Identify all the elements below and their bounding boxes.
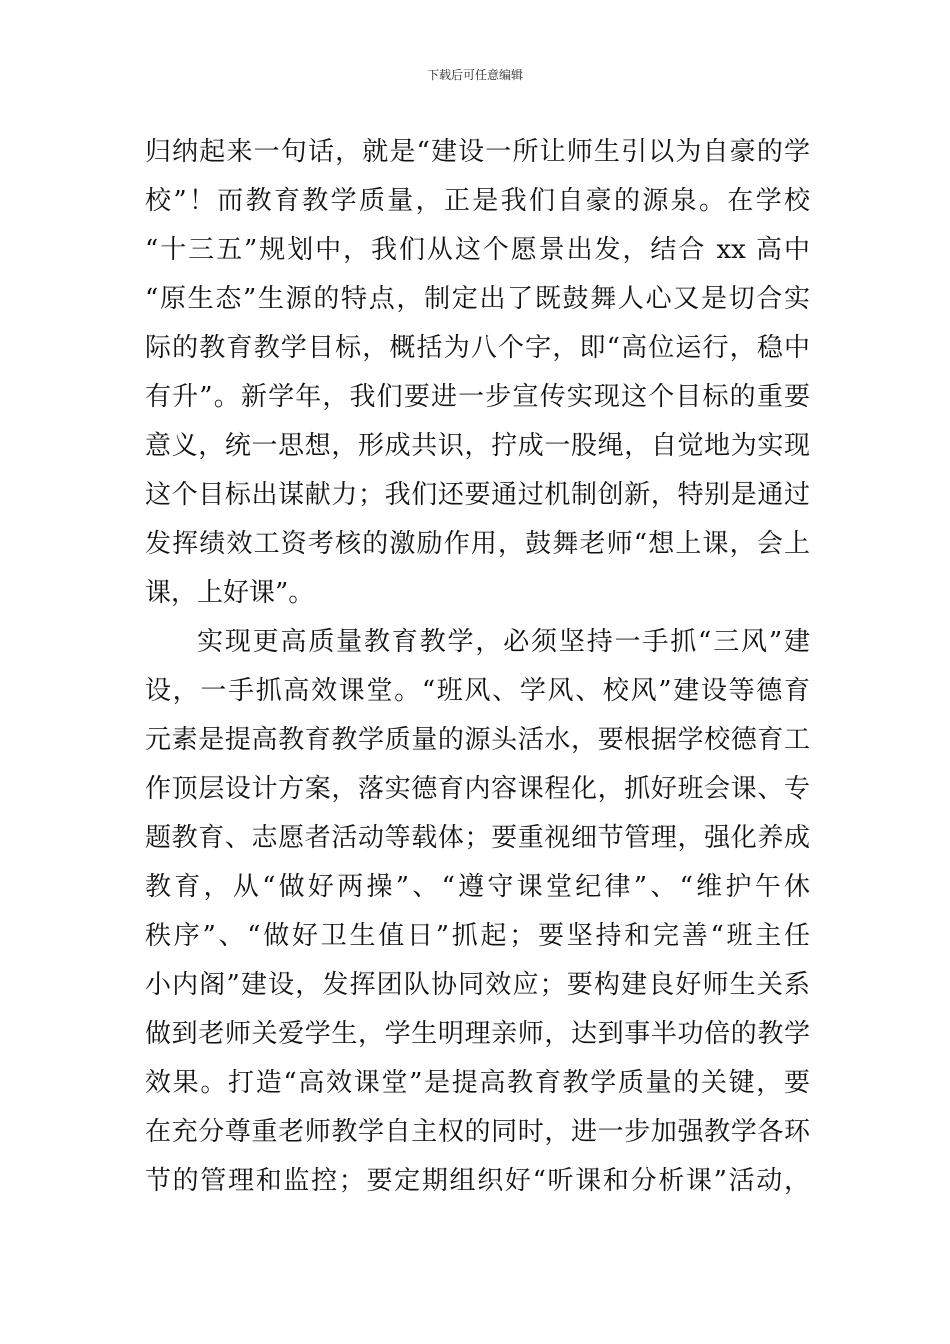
paragraph-2 [145, 618, 810, 1206]
text-line: 做到老师关爱学生，学生明理亲师，达到事半功倍的教学 [145, 1019, 810, 1049]
text-line: 效果。打造“高效课堂”是提高教育教学质量的关键，要 [145, 1068, 810, 1098]
text-line: 在充分尊重老师教学自主权的同时，进一步加强教学各环 [145, 1117, 810, 1147]
text-line: 有升”。新学年，我们要进一步宣传实现这个目标的重要 [145, 382, 810, 412]
text-line: 设，一手抓高效课堂。“班风、学风、校风”建设等德育 [145, 676, 810, 706]
text-line: 题教育、志愿者活动等载体；要重视细节管理，强化养成 [145, 823, 810, 853]
text-line: 教育，从“做好两操”、“遵守课堂纪律”、“维护午休 [145, 872, 810, 902]
text-line: 小内阁”建设，发挥团队协同效应；要构建良好师生关系 [145, 970, 810, 1000]
text-line: 课，上好课”。 [145, 578, 315, 608]
document-body [145, 128, 810, 1206]
text-line: 校”！而教育教学质量，正是我们自豪的源泉。在学校 [145, 186, 810, 216]
text-line: “原生态”生源的特点，制定出了既鼓舞人心又是切合实 [145, 284, 810, 314]
text-line: 归纳起来一句话，就是“建设一所让师生引以为自豪的学 [145, 137, 810, 167]
text-line: 元素是提高教育教学质量的源头活水，要根据学校德育工 [145, 725, 810, 755]
text-line: “十三五”规划中，我们从这个愿景出发，结合 xx 高中 [145, 235, 810, 265]
header-note: 下载后可任意编辑 [426, 68, 523, 82]
text-line: 发挥绩效工资考核的激励作用，鼓舞老师“想上课，会上 [145, 529, 810, 559]
text-line: 秩序”、“做好卫生值日”抓起；要坚持和完善“班主任 [145, 921, 810, 951]
text-line: 意义，统一思想，形成共识，拧成一股绳，自觉地为实现 [145, 431, 810, 461]
text-line: 这个目标出谋献力；我们还要通过机制创新，特别是通过 [145, 480, 810, 510]
text-line: 际的教育教学目标，概括为八个字，即“高位运行，稳中 [145, 333, 810, 363]
text-line: 作顶层设计方案，落实德育内容课程化，抓好班会课、专 [145, 774, 810, 804]
paragraph-1 [145, 128, 810, 618]
text-line: 节的管理和监控；要定期组织好“听课和分析课”活动， [145, 1166, 810, 1196]
text-line: 实现更高质量教育教学，必须坚持一手抓“三风”建 [197, 627, 810, 657]
